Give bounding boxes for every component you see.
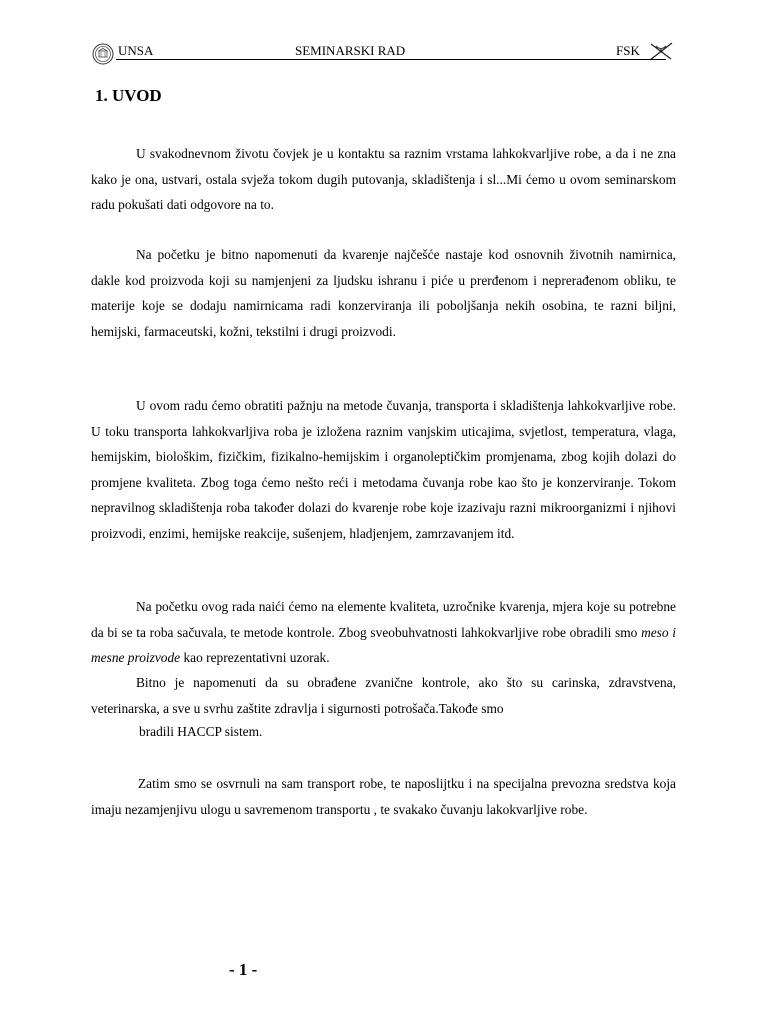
paragraph-5: Bitno je napomenuti da su obrađene zvanične kontrole, ako što su carinska, zdravstvena, veterinarska, a sve u svrhu zaštite zdravlja i sigurnosti potrošača.Takođe smo — [91, 675, 676, 716]
paragraph-6: Zatim smo se osvrnuli na sam transport robe, te naposlijtku i na specijalna prevozna sredstva koja imaju nezamjenjivu ulogu u savremenom transportu , te svakako čuvanju lakokvarljive robe. — [91, 776, 676, 817]
paragraph-4-italic-text: meso i mesne proizvode — [91, 624, 677, 665]
paragraph-4-text-end: kao reprezentativni uzorak. — [180, 650, 330, 665]
page-number: - 1 - — [229, 960, 258, 979]
paragraph-4-text-start: Na početku ovog rada naići ćemo na elemente kvaliteta, uzročnike kvarenja, mjera koje su potrebne da bi se ta roba sačuvala, te metode kontrole. Zbog sveobuhvatnosti lahkokvarljive robe obradili smo — [91, 599, 676, 640]
section-heading: 1. UVOD — [95, 86, 162, 105]
university-seal-icon — [92, 43, 114, 65]
header-rule — [116, 59, 666, 60]
paragraph-3: U ovom radu ćemo obratiti pažnju na metode čuvanja, transporta i skladištenja lahkokvarljive robe. U toku transporta lahkokvarljiva roba je izložena raznim vanjskim uticajima, svjetlost, temperatura, vlaga, hemijskim, biološkim, fizičkim, fizikalno-hemijskim i organoleptičkim promjenama, zbog kojih dolazi do promjene kvaliteta. Zbog toga ćemo nešto reći i metodama čuvanja robe kao što je konzerviranje. Tokom nepravilnog skladištenja roba također dolazi do kvarenje robe koje izazivaju razni mikroorganizmi i njihovi proizvodi, enzimi, hemijske reakcije, sušenjem, hladjenjem, zamrzavanjem itd. — [91, 398, 676, 541]
header-left-label: UNSA — [118, 43, 154, 58]
paragraph-5-continuation: bradili HACCP sistem. — [139, 724, 263, 739]
paragraph-1: U svakodnevnom životu čovjek je u kontaktu sa raznim vrstama lahkokvarljive robe, a da i ne zna kako je ona, ustvari, ostala svježa tokom dugih putovanja, skladištenja i sl...Mi ćemo u ovom seminarskom radu pokušati dati odgovore na to. — [91, 146, 676, 212]
paragraph-4 — [91, 594, 676, 671]
page-header — [92, 40, 674, 64]
paragraph-2: Na početku je bitno napomenuti da kvarenje najčešće nastaje kod osnovnih životnih namirnica, dakle kod proizvoda koji su namjenjeni za ljudsku ishranu i piće u prerđenom i neprerađenom obliku, te materije koje se dodaju namirnicama radi konzerviranja ili poboljšanja nekih osobina, te razni biljni, hemijski, farmaceutski, kožni, tekstilni i drugi proizvodi. — [91, 247, 676, 339]
header-center-label: SEMINARSKI RAD — [295, 43, 406, 58]
header-right-label: FSK — [616, 43, 640, 58]
